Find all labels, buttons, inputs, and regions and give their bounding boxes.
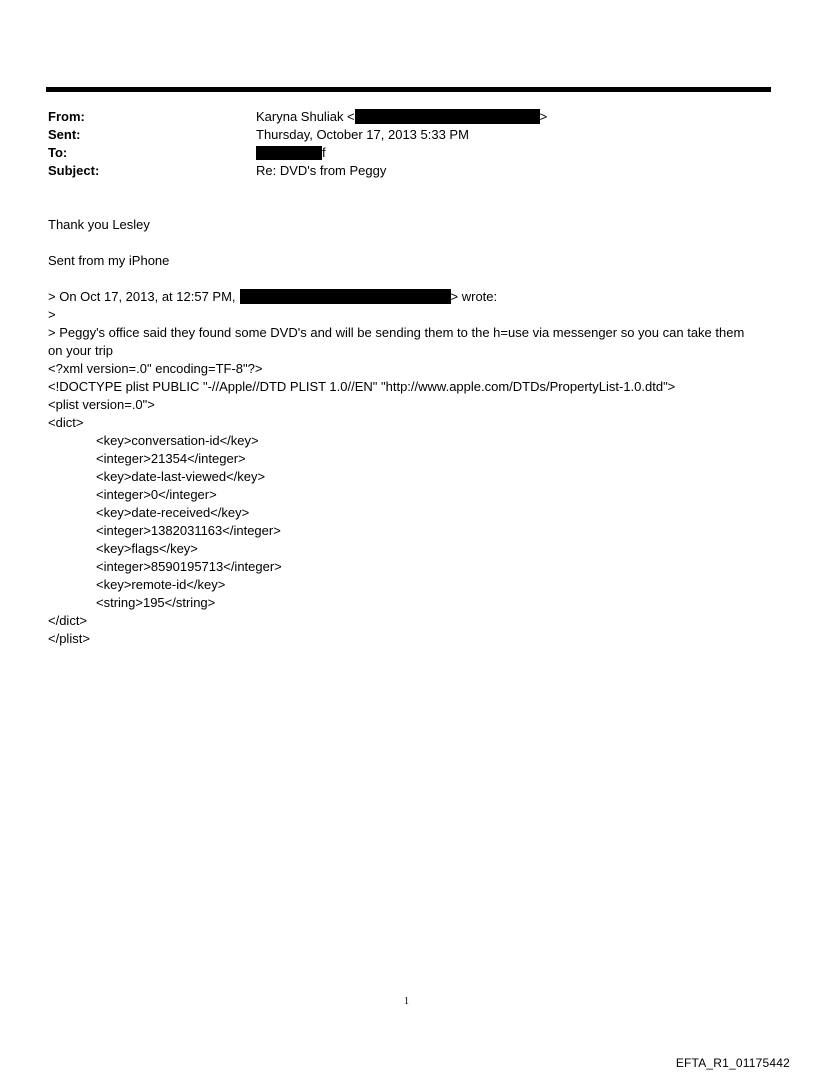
from-value xyxy=(256,109,547,125)
subject-label: Subject: xyxy=(48,163,100,178)
quote-intro xyxy=(48,289,497,305)
from-name: Karyna Shuliak < xyxy=(256,109,355,124)
to-tail: f xyxy=(322,145,326,160)
xml-line: <key>flags</key> xyxy=(96,541,198,556)
quote-intro-post: > wrote: xyxy=(450,289,498,304)
quote-line: > Peggy's office said they found some DVD's and will be sending them to the h=use via messenger so you can take them xyxy=(48,325,745,340)
xml-line: </plist> xyxy=(48,631,90,646)
sent-label: Sent: xyxy=(48,127,81,142)
greeting: Thank you Lesley xyxy=(48,217,150,232)
redaction-box xyxy=(355,109,540,124)
xml-line: <integer>21354</integer> xyxy=(96,451,246,466)
xml-line: <key>date-last-viewed</key> xyxy=(96,469,266,484)
xml-line: <integer>8590195713</integer> xyxy=(96,559,282,574)
xml-line: <plist version=.0"> xyxy=(48,397,155,412)
xml-line: <string>195</string> xyxy=(96,595,216,610)
redaction-box xyxy=(256,146,322,160)
sent-value: Thursday, October 17, 2013 5:33 PM xyxy=(256,127,469,142)
xml-line: <?xml version=.0" encoding=TF-8"?> xyxy=(48,361,263,376)
xml-line: <integer>0</integer> xyxy=(96,487,217,502)
bates-number: EFTA_R1_01175442 xyxy=(675,1056,790,1070)
header-rule xyxy=(46,87,771,92)
to-value xyxy=(256,145,326,161)
xml-line: <key>remote-id</key> xyxy=(96,577,226,592)
page-number: 1 xyxy=(404,996,409,1007)
from-label: From: xyxy=(48,109,85,124)
xml-line: </dict> xyxy=(48,613,88,628)
xml-line: <!DOCTYPE plist PUBLIC "-//Apple//DTD PLIST 1.0//EN" "http://www.apple.com/DTDs/PropertyList-1.0.dtd"> xyxy=(48,379,676,394)
redaction-box xyxy=(240,289,451,304)
from-close: > xyxy=(539,109,548,124)
xml-line: <key>conversation-id</key> xyxy=(96,433,259,448)
xml-line: <integer>1382031163</integer> xyxy=(96,523,281,538)
xml-line: <dict> xyxy=(48,415,84,430)
signature: Sent from my iPhone xyxy=(48,253,170,268)
quote-line: on your trip xyxy=(48,343,114,358)
quote-intro-pre: > On Oct 17, 2013, at 12:57 PM, xyxy=(48,289,236,304)
xml-line: <key>date-received</key> xyxy=(96,505,250,520)
to-label: To: xyxy=(48,145,68,160)
subject-value: Re: DVD's from Peggy xyxy=(256,163,387,178)
quote-blank: > xyxy=(48,307,56,322)
